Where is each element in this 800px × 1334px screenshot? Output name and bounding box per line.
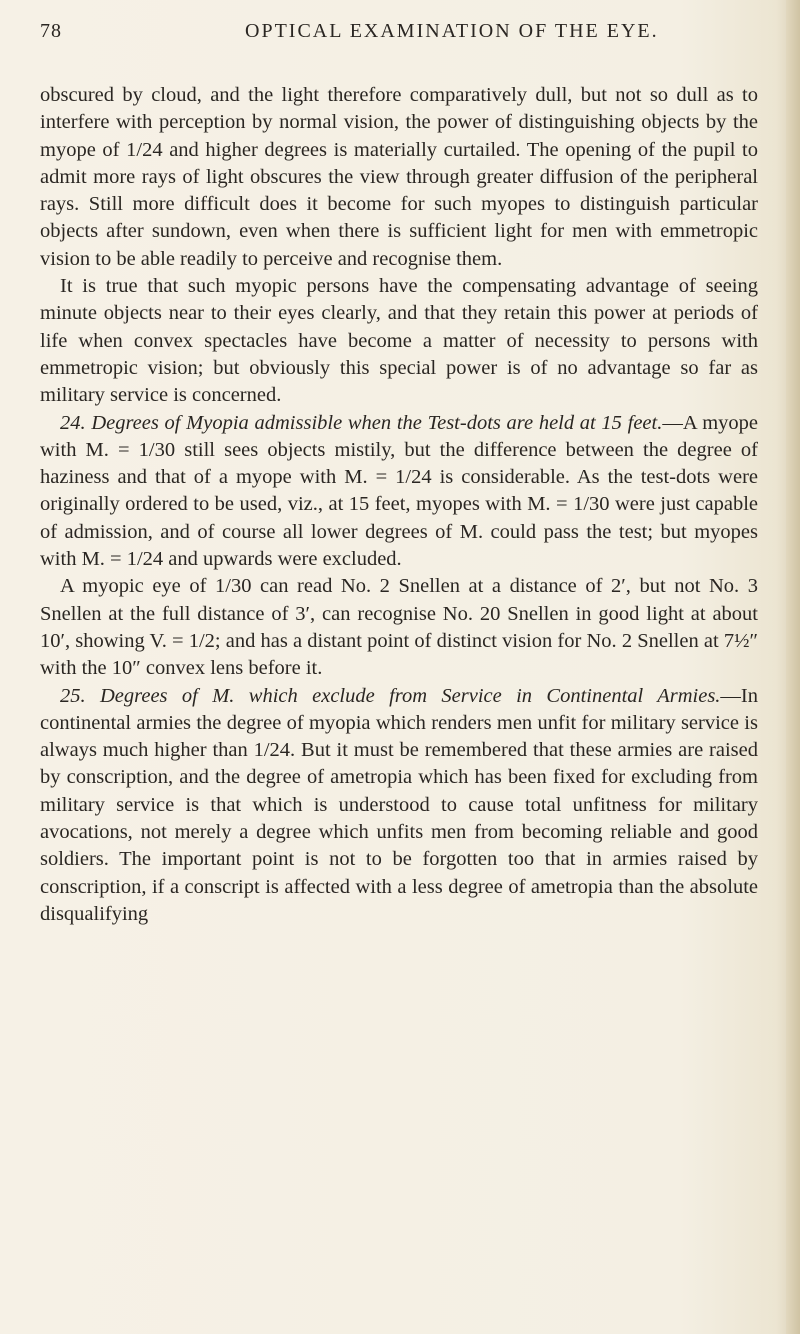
running-head: OPTICAL EXAMINATION OF THE EYE. [245, 20, 659, 42]
page-edge-shadow [786, 0, 800, 1334]
paragraph-text: obscured by cloud, and the light therefore comparatively dull, but not so dull as to interfere with perception by normal vision, the power of distinguishing objects by the myope of 1/24 and higher degrees is materially curtailed. The opening of the pupil to admit more rays of light obscures the view through greater diffusion of the peripheral rays. Still more difficult does it become for such myopes to distinguish particular objects after sundown, even when there is sufficient light for men with emmetropic vision to be able readily to perceive and recognise them. [40, 84, 758, 270]
paragraph [40, 273, 758, 409]
page-header [40, 20, 755, 50]
paragraph [40, 82, 758, 273]
section-heading: 24. Degrees of Myopia admissible when the Test-dots are held at 15 feet. [60, 411, 663, 434]
paragraph [40, 683, 758, 929]
paragraph-text: A myopic eye of 1/30 can read No. 2 Snellen at a distance of 2′, but not No. 3 Snellen at the full distance of 3′, can recognise No. 20 Snellen in good light at about 10′, showing V. = 1/2; and has a distant point of distinct vision for No. 2 Snellen at 7½″ with the 10″ convex lens before it. [40, 575, 758, 680]
body-text [40, 82, 758, 928]
section-heading: 25. Degrees of M. which exclude from Service in Continental Armies. [60, 684, 721, 707]
paragraph [40, 573, 758, 682]
paragraph-text: It is true that such myopic persons have the compensating advantage of seeing minute objects near to their eyes clearly, and that they retain this power at periods of life when convex spectacles have become a matter of necessity to persons with emmetropic vision; but obviously this special power is of no advantage so far as military service is concerned. [40, 275, 758, 407]
page-number: 78 [40, 20, 62, 42]
paragraph [40, 410, 758, 574]
paragraph-text: —In continental armies the degree of myopia which renders men unfit for military service is always much higher than 1/24. But it must be remembered that these armies are raised by conscription, and the degree of ametropia which has been fixed for excluding from military service is that which is understood to cause total unfitness for military avocations, not merely a degree which unfits men from becoming reliable and good soldiers. The important point is not to be forgotten too that in armies raised by conscription, if a conscript is affected with a less degree of ametropia than the absolute disqualifying [40, 684, 758, 925]
paragraph-text: —A myope with M. = 1/30 still sees objects mistily, but the difference between the degree of haziness and that of a myope with M. = 1/24 is considerable. As the test-dots were originally ordered to be used, viz., at 15 feet, myopes with M. = 1/30 were just capable of admission, and of course all lower degrees of M. could pass the test; but myopes with M. = 1/24 and upwards were excluded. [40, 411, 759, 571]
